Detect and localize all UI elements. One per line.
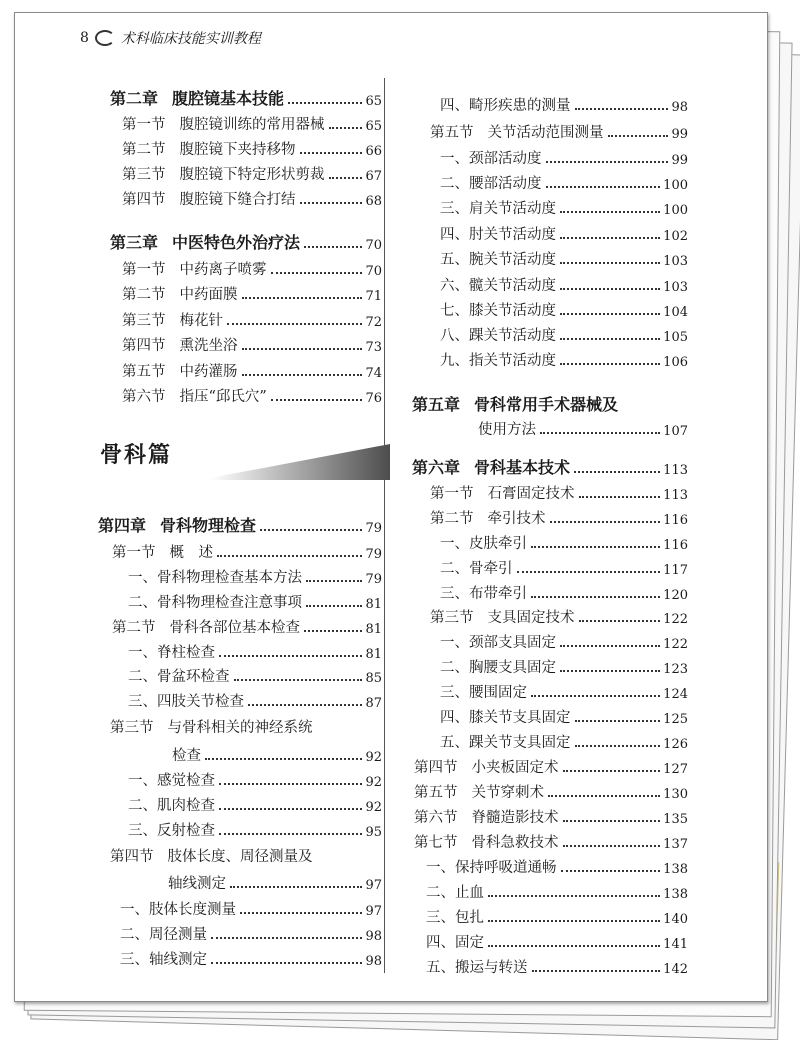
toc-entry-label: 第四章 [98,516,147,535]
toc-entry-title: 七、膝关节活动度 [440,303,556,319]
dot-leader [563,820,661,822]
toc-entry-title: 腹腔镜训练的常用器械 [179,117,325,133]
toc-section-entry [122,309,382,330]
toc-subsection-entry [440,223,688,244]
toc-subsection-entry [440,557,688,578]
toc-page-number: 92 [365,750,382,765]
toc-entry-title: 二、骨科物理检查注意事项 [128,595,302,611]
dot-leader [488,920,660,922]
toc-entry-title: 腹腔镜基本技能 [172,89,285,108]
toc-section-entry [112,616,382,637]
dot-leader [260,529,362,531]
toc-subsection-entry [440,299,688,320]
dot-leader [548,795,660,797]
toc-subsection-entry [440,274,688,295]
toc-entry-title: 五、踝关节支具固定 [440,735,571,751]
toc-page-number: 85 [365,671,382,686]
dot-leader [271,272,363,274]
toc-subsection-entry [120,948,382,969]
toc-entry-title: 一、颈部支具固定 [440,635,556,651]
toc-page-number: 126 [663,737,688,752]
toc-entry-title: 二、骨盆环检查 [128,669,230,685]
toc-page-number: 140 [663,912,688,927]
toc-page-number: 138 [663,887,688,902]
dot-leader [531,596,660,598]
page-number: 8 [80,30,89,46]
toc-section-entry [122,188,382,209]
toc-subsection-entry [440,731,688,752]
toc-entry-label: 第三节 [110,720,154,736]
toc-entry-title: 一、脊柱检查 [128,645,215,661]
toc-entry-label: 第四节 [414,760,458,776]
toc-entry-title: 二、止血 [426,885,484,901]
toc-entry-label: 第四节 [122,192,166,208]
toc-page-number: 97 [365,878,382,893]
toc-entry-title: 二、腰部活动度 [440,176,542,192]
toc-entry-title: 关节穿刺术 [471,785,544,801]
toc-page-number: 98 [365,954,382,969]
toc-entry-label: 第四节 [122,338,166,354]
dot-leader [579,496,661,498]
book-title: 术科临床技能实训教程 [120,31,261,47]
toc-page-number: 66 [365,144,382,159]
toc-entry-label: 第一节 [112,545,156,561]
toc-page-number: 97 [365,904,382,919]
toc-entry-label: 第五章 [412,395,461,414]
dot-leader [242,374,363,376]
toc-page-number: 123 [663,662,688,677]
toc-entry-title: 骨科常用手术器械及 [474,395,619,414]
toc-entry-title: 四、肘关节活动度 [440,227,556,243]
toc-subsection-entry [426,931,688,952]
toc-page-number: 81 [365,597,382,612]
toc-entry-title: 脊髓造影技术 [471,810,559,826]
dot-leader [248,704,362,706]
dot-leader [242,348,363,350]
dot-leader [211,937,362,939]
dot-leader [230,886,362,888]
toc-subsection-entry [426,956,688,977]
toc-entry-title: 肢体长度、周径测量及 [167,849,313,865]
toc-page-number: 107 [663,424,688,439]
dot-leader [574,471,660,473]
dot-leader [560,313,660,315]
toc-subsection-entry [426,906,688,927]
toc-page-number: 100 [663,178,688,193]
toc-subsection-entry [440,656,688,677]
toc-page-number: 65 [365,94,382,109]
toc-entry-label: 第四节 [110,849,154,865]
dot-leader [560,288,660,290]
toc-entry-title: 骨科各部位基本检查 [169,620,300,636]
toc-entry-label: 第五节 [122,364,166,380]
toc-entry-title: 熏洗坐浴 [179,338,238,354]
toc-entry-title: 中药面膜 [179,287,238,303]
toc-page-number: 65 [365,119,382,134]
part-title-bar [210,444,390,480]
toc-page-number: 100 [663,203,688,218]
toc-entry-title: 牵引技术 [487,511,546,527]
toc-entry-label: 第二节 [122,287,166,303]
dot-leader [563,845,661,847]
toc-entry-label: 第一节 [430,486,474,502]
toc-page-number: 68 [365,194,382,209]
dot-leader [546,186,661,188]
dot-leader [560,262,660,264]
dot-leader [575,720,661,722]
toc-section-entry [430,482,688,503]
toc-entry-title: 四、膝关节支具固定 [440,710,571,726]
toc-page-number: 70 [365,238,382,253]
toc-entry-title: 三、腰围固定 [440,685,527,701]
toc-page-number: 122 [663,637,688,652]
toc-page-number: 127 [663,762,688,777]
dot-leader [560,338,660,340]
toc-entry-title: 六、髋关节活动度 [440,278,556,294]
toc-section-entry [122,360,382,381]
toc-page-number: 99 [671,153,688,168]
toc-section-entry [414,756,688,777]
toc-entry-title: 三、反射检查 [128,823,215,839]
toc-subsection-entry [440,324,688,345]
toc-page-number: 95 [365,825,382,840]
toc-entry-title: 四、固定 [426,935,484,951]
toc-entry-title: 中药灌肠 [179,364,238,380]
toc-entry-label: 第七节 [414,835,458,851]
toc-page-number: 135 [663,812,688,827]
toc-entry-label: 第一节 [122,262,166,278]
toc-subsection-entry [440,147,688,168]
toc-chapter-entry [98,513,382,536]
toc-subsection-entry [120,898,382,919]
toc-subsection-entry [440,631,688,652]
toc-entry-title: 四、畸形疾患的测量 [440,98,571,114]
toc-page-number: 122 [663,612,688,627]
dot-leader [579,620,661,622]
toc-page-number: 76 [365,391,382,406]
toc-page-number: 73 [365,340,382,355]
toc-entry-title: 骨科基本技术 [474,458,571,477]
toc-entry-title: 骨科急救技术 [471,835,559,851]
toc-entry-title: 一、骨科物理检查基本方法 [128,570,302,586]
dot-leader [560,237,660,239]
toc-entry-title: 八、踝关节活动度 [440,328,556,344]
toc-subsection-entry [440,681,688,702]
dot-leader [211,962,362,964]
toc-chapter-entry [412,392,688,415]
toc-section-entry [122,113,382,134]
dot-leader [304,246,362,248]
dot-leader [560,363,660,365]
dot-leader [563,770,661,772]
toc-entry-label: 第六节 [414,810,458,826]
dot-leader [240,912,362,914]
dot-leader [217,555,362,557]
dot-leader [575,745,661,747]
dot-leader [271,399,363,401]
dot-leader [306,580,362,582]
toc-entry-title: 中医特色外治疗法 [172,233,301,252]
toc-entry-label: 第一节 [122,117,166,133]
toc-page-number: 103 [663,254,688,269]
toc-entry-title: 一、皮肤牵引 [440,536,527,552]
page-header [80,28,261,48]
dot-leader [300,152,363,154]
toc-page-number: 79 [365,547,382,562]
toc-page-number: 138 [663,862,688,877]
toc-entry-title: 检查 [172,748,201,764]
toc-entry-label: 第二节 [112,620,156,636]
toc-entry-title: 关节活动范围测量 [487,125,604,141]
toc-entry-title: 使用方法 [478,422,536,438]
toc-entry-title: 梅花针 [179,313,223,329]
toc-page-number: 113 [663,488,688,503]
toc-entry-label: 第五节 [414,785,458,801]
toc-entry-title: 二、骨牵引 [440,561,513,577]
toc-section-entry [430,507,688,528]
dot-leader [550,521,661,523]
toc-entry-label: 第三节 [430,610,474,626]
column-divider [384,78,385,973]
toc-page-number: 79 [365,521,382,536]
toc-page-number: 67 [365,169,382,184]
toc-page-number: 113 [663,463,688,478]
toc-page-number: 105 [663,330,688,345]
toc-section-entry [430,121,688,142]
toc-entry-title: 一、感觉检查 [128,773,215,789]
toc-page-number: 102 [663,229,688,244]
toc-entry-title: 腹腔镜下夹持移物 [179,142,296,158]
toc-entry-label: 第三章 [110,233,159,252]
toc-page-number: 116 [663,513,688,528]
dot-leader [531,695,660,697]
toc-page-number: 99 [671,127,688,142]
toc-entry-title: 二、肌肉检查 [128,798,215,814]
toc-subsection-entry [440,172,688,193]
toc-section-entry [122,258,382,279]
dot-leader [531,546,660,548]
dot-leader [561,870,661,872]
toc-subsection-entry [478,418,688,439]
toc-page-number: 141 [663,937,688,952]
toc-page-number: 137 [663,837,688,852]
toc-entry-title: 腹腔镜下特定形状剪裁 [179,167,325,183]
toc-subsection-entry [440,532,688,553]
toc-section-entry [122,138,382,159]
dot-leader [608,135,669,137]
toc-page-number: 116 [663,538,688,553]
part-title: 骨科篇 [100,442,173,468]
toc-page-number: 92 [365,800,382,815]
toc-entry-title: 小夹板固定术 [471,760,559,776]
toc-entry-title: 骨科物理检查 [160,516,257,535]
dot-leader [219,808,362,810]
toc-section-entry [414,781,688,802]
dot-leader [546,161,669,163]
toc-entry-title: 一、肢体长度测量 [120,902,236,918]
toc-chapter-entry [110,86,382,109]
toc-entry-label: 第六节 [122,389,166,405]
dot-leader [219,833,362,835]
toc-page-number: 87 [365,696,382,711]
toc-page-number: 125 [663,712,688,727]
toc-entry-label: 第二节 [122,142,166,158]
toc-section-entry [414,806,688,827]
toc-entry-label: 第三节 [122,167,166,183]
toc-page-number: 104 [663,305,688,320]
dot-leader [560,211,660,213]
dot-leader [560,645,660,647]
toc-entry-title: 腹腔镜下缝合打结 [179,192,296,208]
toc-entry-label: 第五节 [430,125,474,141]
dot-leader [329,127,363,129]
toc-entry-label: 第三节 [122,313,166,329]
toc-entry-title: 石膏固定技术 [487,486,575,502]
toc-entry-title: 与骨科相关的神经系统 [167,720,313,736]
toc-entry-title: 五、搬运与转送 [426,960,528,976]
dot-leader [517,571,661,573]
dot-leader [560,670,660,672]
toc-entry-title: 三、四肢关节检查 [128,694,244,710]
dot-leader [227,323,362,325]
toc-entry-title: 三、肩关节活动度 [440,201,556,217]
dot-leader [575,108,669,110]
dot-leader [234,679,363,681]
toc-page-number: 106 [663,355,688,370]
toc-subsection-entry [440,706,688,727]
toc-section-entry [122,385,382,406]
dot-leader [304,630,362,632]
toc-page-number: 130 [663,787,688,802]
toc-entry-title: 九、指关节活动度 [440,353,556,369]
toc-subsection-entry [128,819,382,840]
toc-section-entry [110,845,382,866]
toc-page-number: 120 [663,588,688,603]
toc-section-entry [122,283,382,304]
dot-leader [488,945,660,947]
toc-subsection-entry [128,591,382,612]
dot-leader [306,605,362,607]
toc-chapter-entry [412,455,688,478]
toc-subsection-entry [440,349,688,370]
toc-page-number: 98 [671,100,688,115]
dot-leader [488,895,660,897]
toc-entry-title: 中药离子喷雾 [179,262,267,278]
toc-subsection-entry [128,690,382,711]
toc-subsection-entry [426,856,688,877]
dot-leader [532,970,661,972]
toc-subsection-entry [168,872,382,893]
dot-leader [219,783,362,785]
toc-chapter-entry [110,230,382,253]
toc-entry-label: 第六章 [412,458,461,477]
toc-subsection-entry [440,248,688,269]
dot-leader [242,297,363,299]
toc-subsection-entry [440,94,688,115]
toc-subsection-entry [128,794,382,815]
toc-page-number: 103 [663,280,688,295]
toc-page-number: 72 [365,315,382,330]
toc-page-number: 117 [663,563,688,578]
toc-entry-label: 第二节 [430,511,474,527]
toc-subsection-entry [440,197,688,218]
toc-entry-title: 一、颈部活动度 [440,151,542,167]
toc-section-entry [110,716,382,737]
dot-leader [205,758,362,760]
toc-entry-title: 三、布带牵引 [440,586,527,602]
toc-page-number: 81 [365,622,382,637]
dot-leader [219,655,362,657]
toc-page-number: 74 [365,366,382,381]
toc-subsection-entry [172,744,382,765]
toc-section-entry [414,831,688,852]
toc-entry-title: 二、胸腰支具固定 [440,660,556,676]
toc-entry-title: 指压“邱氏穴” [179,389,267,405]
toc-section-entry [112,541,382,562]
dot-leader [288,102,362,104]
toc-entry-title: 概 述 [169,545,213,561]
toc-section-entry [122,163,382,184]
dot-leader [300,202,363,204]
toc-subsection-entry [440,582,688,603]
toc-subsection-entry [128,566,382,587]
toc-entry-title: 轴线测定 [168,876,226,892]
book-logo-icon [95,30,115,46]
toc-page-number: 142 [663,962,688,977]
toc-page-number: 124 [663,687,688,702]
toc-subsection-entry [128,665,382,686]
toc-entry-title: 三、轴线测定 [120,952,207,968]
toc-page-number: 92 [365,775,382,790]
toc-entry-title: 五、腕关节活动度 [440,252,556,268]
toc-page-number: 98 [365,929,382,944]
toc-entry-title: 二、周径测量 [120,927,207,943]
toc-section-entry [430,606,688,627]
toc-page-number: 70 [365,264,382,279]
toc-entry-title: 三、包扎 [426,910,484,926]
toc-section-entry [122,334,382,355]
dot-leader [329,177,363,179]
toc-subsection-entry [120,923,382,944]
toc-subsection-entry [128,641,382,662]
toc-page-number: 79 [365,572,382,587]
toc-entry-title: 支具固定技术 [487,610,575,626]
toc-subsection-entry [426,881,688,902]
toc-page-number: 81 [365,647,382,662]
toc-subsection-entry [128,769,382,790]
toc-entry-label: 第二章 [110,89,159,108]
toc-entry-title: 一、保持呼吸道通畅 [426,860,557,876]
toc-page-number: 71 [365,289,382,304]
dot-leader [540,432,660,434]
